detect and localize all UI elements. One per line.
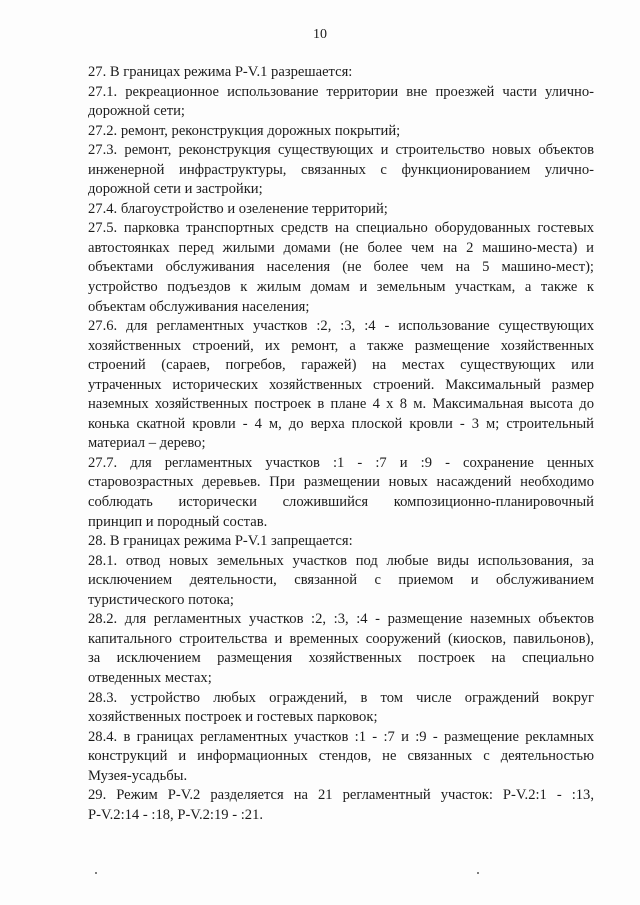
paragraph-p27 xyxy=(88,63,594,83)
text-line: 27.4. благоустройство и озеленение территорий; xyxy=(88,200,388,217)
paragraph-p27-5 xyxy=(88,219,594,317)
text-line: 28.4. в границах регламентных участков :1 - :7 и :9 - размещение рекламных xyxy=(88,728,594,745)
text-line: отведенных местах; xyxy=(88,669,212,686)
text-line: конька скатной кровли - 4 м, до верха плоской кровли - 3 м; строительный xyxy=(88,415,594,432)
text-line: объектами обслуживания населения (не более чем на 5 машино-мест); xyxy=(88,259,594,276)
text-line: дорожной сети; xyxy=(88,103,185,120)
page-number: 10 xyxy=(313,27,327,42)
text-line: дорожной сети и застройки; xyxy=(88,181,263,198)
text-line: 28.1. отвод новых земельных участков под любые виды использования, за xyxy=(88,552,594,569)
text-line: 28. В границах режима Р-V.1 запрещается: xyxy=(88,533,353,550)
scan-speck xyxy=(95,872,97,874)
scan-speck xyxy=(477,872,479,874)
text-line: туристического потока; xyxy=(88,591,234,608)
text-line: исключением деятельности, связанной с приемом и обслуживанием xyxy=(88,572,594,589)
text-line: конструкций и информационных стендов, не связанных с деятельностью xyxy=(88,748,594,765)
paragraph-p28-3 xyxy=(88,689,594,728)
text-line: Музея-усадьбы. xyxy=(88,767,188,784)
text-line: строений (сараев, погребов, гаражей) на местах существующих или xyxy=(88,357,594,374)
text-line: хозяйственных построек и гостевых парковок; xyxy=(88,709,378,726)
text-line: капитального строительства и временных сооружений (киосков, павильонов), xyxy=(88,630,594,647)
text-line: 27.5. парковка транспортных средств на специально оборудованных гостевых xyxy=(88,220,594,237)
document-body xyxy=(88,63,594,825)
text-line: 28.3. устройство любых ограждений, в том числе ограждений вокруг xyxy=(88,689,594,706)
paragraph-p28-1 xyxy=(88,552,594,611)
text-line: материал – дерево; xyxy=(88,435,206,452)
paragraph-p27-2 xyxy=(88,122,594,142)
text-line: 27.1. рекреационное использование территории вне проезжей части улично- xyxy=(88,83,594,100)
text-line: 27.7. для регламентных участков :1 - :7 и :9 - сохранение ценных xyxy=(88,454,594,471)
paragraph-p28 xyxy=(88,532,594,552)
paragraph-p27-7 xyxy=(88,454,594,532)
paragraph-p27-4 xyxy=(88,200,594,220)
paragraph-p27-3 xyxy=(88,141,594,200)
text-line: 27.6. для регламентных участков :2, :3, :4 - использование существующих xyxy=(88,318,594,335)
paragraph-p27-1 xyxy=(88,83,594,122)
text-line: 29. Режим Р-V.2 разделяется на 21 регламентный участок: Р-V.2:1 - :13, xyxy=(88,787,594,804)
text-line: старовозрастных деревьев. При размещении новых насаждений необходимо xyxy=(88,474,594,491)
text-line: автостоянках перед жилыми домами (не более чем на 2 машино-места) и xyxy=(88,239,594,256)
paragraph-p28-4 xyxy=(88,728,594,787)
text-line: 27. В границах режима Р-V.1 разрешается: xyxy=(88,64,353,80)
text-line: утраченных исторических хозяйственных строений. Максимальный размер xyxy=(88,376,594,393)
text-line: инженерной инфраструктуры, связанных с функционированием улично- xyxy=(88,161,594,178)
paragraph-p29 xyxy=(88,786,594,825)
paragraph-p28-2 xyxy=(88,610,594,688)
text-line: объектам обслуживания населения; xyxy=(88,298,310,315)
text-line: соблюдать исторически сложившийся композиционно-планировочный xyxy=(88,494,594,511)
text-line: устройство подъездов к жилым домам и земельным участкам, а также к xyxy=(88,279,594,296)
text-line: 27.3. ремонт, реконструкция существующих и строительство новых объектов xyxy=(88,142,594,159)
text-line: принцип и породный состав. xyxy=(88,513,268,530)
text-line: Р-V.2:14 - :18, Р-V.2:19 - :21. xyxy=(88,806,264,823)
text-line: за исключением размещения хозяйственных построек на специально xyxy=(88,650,594,667)
paragraph-p27-6 xyxy=(88,317,594,454)
text-line: наземных хозяйственных построек в плане 4 х 8 м. Максимальная высота до xyxy=(88,396,594,413)
text-line: 27.2. ремонт, реконструкция дорожных покрытий; xyxy=(88,122,401,139)
text-line: хозяйственных строений, их ремонт, а также размещение хозяйственных xyxy=(88,337,594,354)
text-line: 28.2. для регламентных участков :2, :3, :4 - размещение наземных объектов xyxy=(88,611,594,628)
